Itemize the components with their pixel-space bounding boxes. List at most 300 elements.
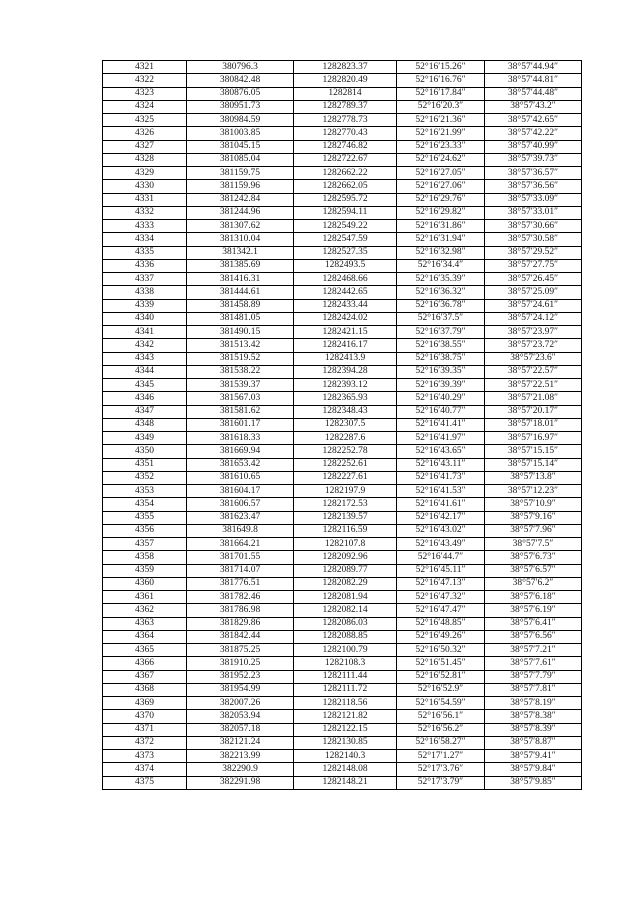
x-coordinate-cell: 381604.17 [187,485,294,498]
longitude-cell: 38°57′9.41″ [485,750,582,763]
table-row [103,498,582,511]
latitude-cell: 52°16′50.32″ [397,644,485,657]
table-row [103,206,582,219]
x-coordinate-cell: 381601.17 [187,418,294,431]
table-row [103,379,582,392]
latitude-cell: 52°16′35.39″ [397,273,485,286]
x-coordinate-cell: 381875.25 [187,644,294,657]
latitude-cell: 52°17′3.76″ [397,763,485,776]
table-row [103,405,582,418]
latitude-cell: 52°16′23.33″ [397,140,485,153]
longitude-cell: 38°57′24.61″ [485,299,582,312]
table-row [103,657,582,670]
longitude-cell: 38°57′33.09″ [485,193,582,206]
longitude-cell: 38°57′8.39″ [485,723,582,736]
longitude-cell: 38°57′22.57″ [485,365,582,378]
y-coordinate-cell: 1282116.59 [294,524,397,537]
table-row [103,339,582,352]
y-coordinate-cell: 1282287.6 [294,432,397,445]
latitude-cell: 52°16′27.05″ [397,167,485,180]
longitude-cell: 38°57′27.75″ [485,259,582,272]
x-coordinate-cell: 381045.15 [187,140,294,153]
table-row [103,312,582,325]
longitude-cell: 38°57′25.09″ [485,286,582,299]
x-coordinate-cell: 382121.24 [187,736,294,749]
latitude-cell: 52°16′43.11″ [397,458,485,471]
x-coordinate-cell: 381653.42 [187,458,294,471]
table-row [103,750,582,763]
point-number-cell: 4322 [103,74,187,87]
x-coordinate-cell: 382057.18 [187,723,294,736]
latitude-cell: 52°16′34.4″ [397,259,485,272]
x-coordinate-cell: 380984.59 [187,114,294,127]
longitude-cell: 38°57′22.51″ [485,379,582,392]
longitude-cell: 38°57′20.17″ [485,405,582,418]
point-number-cell: 4373 [103,750,187,763]
y-coordinate-cell: 1282082.29 [294,577,397,590]
y-coordinate-cell: 1282089.77 [294,564,397,577]
y-coordinate-cell: 1282197.9 [294,485,397,498]
longitude-cell: 38°57′23.72″ [485,339,582,352]
table-row [103,326,582,339]
point-number-cell: 4334 [103,233,187,246]
y-coordinate-cell: 1282086.03 [294,617,397,630]
x-coordinate-cell: 381606.57 [187,498,294,511]
table-row [103,365,582,378]
x-coordinate-cell: 381416.31 [187,273,294,286]
table-row [103,153,582,166]
x-coordinate-cell: 382007.26 [187,697,294,710]
y-coordinate-cell: 1282770.43 [294,127,397,140]
table-row [103,432,582,445]
y-coordinate-cell: 1282416.17 [294,339,397,352]
y-coordinate-cell: 1282594.11 [294,206,397,219]
table-row [103,644,582,657]
table-row [103,286,582,299]
table-row [103,776,582,789]
latitude-cell: 52°16′44.7″ [397,551,485,564]
table-row [103,220,582,233]
longitude-cell: 38°57′7.5″ [485,538,582,551]
point-number-cell: 4359 [103,564,187,577]
x-coordinate-cell: 381519.52 [187,352,294,365]
table-row [103,167,582,180]
latitude-cell: 52°16′43.49″ [397,538,485,551]
latitude-cell: 52°16′36.32″ [397,286,485,299]
y-coordinate-cell: 1282442.65 [294,286,397,299]
point-number-cell: 4345 [103,379,187,392]
latitude-cell: 52°16′41.41″ [397,418,485,431]
longitude-cell: 38°57′9.84″ [485,763,582,776]
latitude-cell: 52°16′43.02″ [397,524,485,537]
longitude-cell: 38°57′23.97″ [485,326,582,339]
latitude-cell: 52°16′56.2″ [397,723,485,736]
latitude-cell: 52°16′40.29″ [397,392,485,405]
longitude-cell: 38°57′36.57″ [485,167,582,180]
table-row [103,763,582,776]
latitude-cell: 52°16′40.77″ [397,405,485,418]
table-row [103,604,582,617]
longitude-cell: 38°57′9.16″ [485,511,582,524]
latitude-cell: 52°16′17.84″ [397,87,485,100]
longitude-cell: 38°57′8.38″ [485,710,582,723]
longitude-cell: 38°57′30.66″ [485,220,582,233]
point-number-cell: 4370 [103,710,187,723]
y-coordinate-cell: 1282348.43 [294,405,397,418]
y-coordinate-cell: 1282789.37 [294,100,397,113]
point-number-cell: 4338 [103,286,187,299]
table-row [103,723,582,736]
y-coordinate-cell: 1282527.35 [294,246,397,259]
y-coordinate-cell: 1282595.72 [294,193,397,206]
x-coordinate-cell: 380951.73 [187,100,294,113]
longitude-cell: 38°57′9.85″ [485,776,582,789]
coordinates-table-body [103,61,582,790]
point-number-cell: 4327 [103,140,187,153]
longitude-cell: 38°57′10.9″ [485,498,582,511]
y-coordinate-cell: 1282082.14 [294,604,397,617]
table-row [103,683,582,696]
latitude-cell: 52°16′29.82″ [397,206,485,219]
longitude-cell: 38°57′26.45″ [485,273,582,286]
table-row [103,591,582,604]
x-coordinate-cell: 381159.96 [187,180,294,193]
latitude-cell: 52°16′24.62″ [397,153,485,166]
y-coordinate-cell: 1282823.37 [294,61,397,74]
longitude-cell: 38°57′18.01″ [485,418,582,431]
latitude-cell: 52°16′41.53″ [397,485,485,498]
longitude-cell: 38°57′7.96″ [485,524,582,537]
y-coordinate-cell: 1282778.73 [294,114,397,127]
point-number-cell: 4333 [103,220,187,233]
x-coordinate-cell: 381610.65 [187,471,294,484]
latitude-cell: 52°16′56.1″ [397,710,485,723]
point-number-cell: 4339 [103,299,187,312]
table-row [103,471,582,484]
longitude-cell: 38°57′44.81″ [485,74,582,87]
point-number-cell: 4326 [103,127,187,140]
x-coordinate-cell: 381952.23 [187,670,294,683]
latitude-cell: 52°17′3.79″ [397,776,485,789]
x-coordinate-cell: 381829.86 [187,617,294,630]
table-row [103,630,582,643]
table-row [103,140,582,153]
point-number-cell: 4362 [103,604,187,617]
latitude-cell: 52°16′47.32″ [397,591,485,604]
y-coordinate-cell: 1282172.53 [294,498,397,511]
point-number-cell: 4337 [103,273,187,286]
point-number-cell: 4374 [103,763,187,776]
point-number-cell: 4360 [103,577,187,590]
table-row [103,74,582,87]
latitude-cell: 52°16′42.17″ [397,511,485,524]
table-row [103,246,582,259]
table-row [103,100,582,113]
x-coordinate-cell: 381444.61 [187,286,294,299]
x-coordinate-cell: 381242.84 [187,193,294,206]
point-number-cell: 4366 [103,657,187,670]
point-number-cell: 4364 [103,630,187,643]
x-coordinate-cell: 381842.44 [187,630,294,643]
latitude-cell: 52°16′39.39″ [397,379,485,392]
longitude-cell: 38°57′42.22″ [485,127,582,140]
latitude-cell: 52°16′27.06″ [397,180,485,193]
y-coordinate-cell: 1282394.28 [294,365,397,378]
table-row [103,259,582,272]
x-coordinate-cell: 381385.69 [187,259,294,272]
table-row [103,736,582,749]
latitude-cell: 52°16′52.9″ [397,683,485,696]
latitude-cell: 52°16′54.59″ [397,697,485,710]
x-coordinate-cell: 381567.03 [187,392,294,405]
point-number-cell: 4332 [103,206,187,219]
x-coordinate-cell: 382290.9 [187,763,294,776]
table-row [103,445,582,458]
x-coordinate-cell: 381910.25 [187,657,294,670]
y-coordinate-cell: 1282139.57 [294,511,397,524]
x-coordinate-cell: 381701.55 [187,551,294,564]
table-row [103,273,582,286]
longitude-cell: 38°57′39.73″ [485,153,582,166]
latitude-cell: 52°16′41.61″ [397,498,485,511]
point-number-cell: 4369 [103,697,187,710]
latitude-cell: 52°16′39.35″ [397,365,485,378]
y-coordinate-cell: 1282118.56 [294,697,397,710]
table-row [103,233,582,246]
point-number-cell: 4368 [103,683,187,696]
latitude-cell: 52°16′29.76″ [397,193,485,206]
latitude-cell: 52°16′38.75″ [397,352,485,365]
longitude-cell: 38°57′7.79″ [485,670,582,683]
latitude-cell: 52°16′15.26″ [397,61,485,74]
longitude-cell: 38°57′15.15″ [485,445,582,458]
y-coordinate-cell: 1282252.61 [294,458,397,471]
longitude-cell: 38°57′6.57″ [485,564,582,577]
coordinates-table [102,60,582,790]
y-coordinate-cell: 1282111.72 [294,683,397,696]
table-row [103,551,582,564]
latitude-cell: 52°16′31.94″ [397,233,485,246]
latitude-cell: 52°16′20.3″ [397,100,485,113]
point-number-cell: 4358 [103,551,187,564]
latitude-cell: 52°16′32.98″ [397,246,485,259]
y-coordinate-cell: 1282107.8 [294,538,397,551]
point-number-cell: 4365 [103,644,187,657]
y-coordinate-cell: 1282111.44 [294,670,397,683]
x-coordinate-cell: 382291.98 [187,776,294,789]
longitude-cell: 38°57′8.19″ [485,697,582,710]
longitude-cell: 38°57′30.58″ [485,233,582,246]
latitude-cell: 52°16′37.5″ [397,312,485,325]
latitude-cell: 52°16′58.27″ [397,736,485,749]
y-coordinate-cell: 1282092.96 [294,551,397,564]
y-coordinate-cell: 1282424.02 [294,312,397,325]
table-row [103,577,582,590]
point-number-cell: 4346 [103,392,187,405]
latitude-cell: 52°16′21.36″ [397,114,485,127]
point-number-cell: 4351 [103,458,187,471]
x-coordinate-cell: 381714.07 [187,564,294,577]
y-coordinate-cell: 1282307.5 [294,418,397,431]
x-coordinate-cell: 381342.1 [187,246,294,259]
y-coordinate-cell: 1282148.21 [294,776,397,789]
x-coordinate-cell: 381490.15 [187,326,294,339]
latitude-cell: 52°16′37.79″ [397,326,485,339]
point-number-cell: 4330 [103,180,187,193]
point-number-cell: 4321 [103,61,187,74]
x-coordinate-cell: 380876.05 [187,87,294,100]
point-number-cell: 4372 [103,736,187,749]
x-coordinate-cell: 381310.04 [187,233,294,246]
y-coordinate-cell: 1282081.94 [294,591,397,604]
table-row [103,352,582,365]
x-coordinate-cell: 381618.33 [187,432,294,445]
y-coordinate-cell: 1282413.9 [294,352,397,365]
y-coordinate-cell: 1282130.85 [294,736,397,749]
x-coordinate-cell: 381307.62 [187,220,294,233]
longitude-cell: 38°57′12.23″ [485,485,582,498]
x-coordinate-cell: 381581.62 [187,405,294,418]
longitude-cell: 38°57′8.87″ [485,736,582,749]
point-number-cell: 4340 [103,312,187,325]
longitude-cell: 38°57′6.73″ [485,551,582,564]
y-coordinate-cell: 1282393.12 [294,379,397,392]
longitude-cell: 38°57′6.41″ [485,617,582,630]
y-coordinate-cell: 1282814 [294,87,397,100]
table-row [103,458,582,471]
point-number-cell: 4331 [103,193,187,206]
longitude-cell: 38°57′6.19″ [485,604,582,617]
longitude-cell: 38°57′42.65″ [485,114,582,127]
x-coordinate-cell: 382053.94 [187,710,294,723]
point-number-cell: 4355 [103,511,187,524]
x-coordinate-cell: 381782.46 [187,591,294,604]
point-number-cell: 4363 [103,617,187,630]
x-coordinate-cell: 381003.85 [187,127,294,140]
y-coordinate-cell: 1282108.3 [294,657,397,670]
table-row [103,114,582,127]
table-row [103,87,582,100]
x-coordinate-cell: 381664.21 [187,538,294,551]
latitude-cell: 52°16′43.65″ [397,445,485,458]
longitude-cell: 38°57′33.01″ [485,206,582,219]
table-row [103,710,582,723]
point-number-cell: 4354 [103,498,187,511]
longitude-cell: 38°57′43.2″ [485,100,582,113]
y-coordinate-cell: 1282122.15 [294,723,397,736]
latitude-cell: 52°16′49.26″ [397,630,485,643]
point-number-cell: 4375 [103,776,187,789]
point-number-cell: 4357 [103,538,187,551]
y-coordinate-cell: 1282662.05 [294,180,397,193]
y-coordinate-cell: 1282365.93 [294,392,397,405]
point-number-cell: 4328 [103,153,187,166]
y-coordinate-cell: 1282227.61 [294,471,397,484]
point-number-cell: 4325 [103,114,187,127]
latitude-cell: 52°16′41.97″ [397,432,485,445]
point-number-cell: 4324 [103,100,187,113]
point-number-cell: 4341 [103,326,187,339]
longitude-cell: 38°57′16.97″ [485,432,582,445]
point-number-cell: 4353 [103,485,187,498]
latitude-cell: 52°16′16.76″ [397,74,485,87]
y-coordinate-cell: 1282468.66 [294,273,397,286]
point-number-cell: 4335 [103,246,187,259]
longitude-cell: 38°57′23.6″ [485,352,582,365]
x-coordinate-cell: 381776.51 [187,577,294,590]
x-coordinate-cell: 382213.99 [187,750,294,763]
y-coordinate-cell: 1282433.44 [294,299,397,312]
table-row [103,697,582,710]
table-row [103,127,582,140]
longitude-cell: 38°57′6.2″ [485,577,582,590]
point-number-cell: 4348 [103,418,187,431]
longitude-cell: 38°57′7.21″ [485,644,582,657]
point-number-cell: 4342 [103,339,187,352]
longitude-cell: 38°57′7.81″ [485,683,582,696]
point-number-cell: 4336 [103,259,187,272]
longitude-cell: 38°57′13.8″ [485,471,582,484]
y-coordinate-cell: 1282746.82 [294,140,397,153]
latitude-cell: 52°17′1.27″ [397,750,485,763]
y-coordinate-cell: 1282820.49 [294,74,397,87]
y-coordinate-cell: 1282100.79 [294,644,397,657]
latitude-cell: 52°16′48.85″ [397,617,485,630]
point-number-cell: 4350 [103,445,187,458]
x-coordinate-cell: 381669.94 [187,445,294,458]
x-coordinate-cell: 380842.48 [187,74,294,87]
y-coordinate-cell: 1282662.22 [294,167,397,180]
longitude-cell: 38°57′15.14″ [485,458,582,471]
x-coordinate-cell: 381244.96 [187,206,294,219]
latitude-cell: 52°16′21.99″ [397,127,485,140]
table-row [103,485,582,498]
y-coordinate-cell: 1282549.22 [294,220,397,233]
table-row [103,193,582,206]
table-row [103,564,582,577]
latitude-cell: 52°16′51.45″ [397,657,485,670]
table-row [103,617,582,630]
y-coordinate-cell: 1282148.08 [294,763,397,776]
table-row [103,299,582,312]
x-coordinate-cell: 381513.42 [187,339,294,352]
y-coordinate-cell: 1282722.67 [294,153,397,166]
y-coordinate-cell: 1282547.59 [294,233,397,246]
longitude-cell: 38°57′29.52″ [485,246,582,259]
x-coordinate-cell: 381539.37 [187,379,294,392]
longitude-cell: 38°57′7.61″ [485,657,582,670]
point-number-cell: 4347 [103,405,187,418]
latitude-cell: 52°16′47.47″ [397,604,485,617]
point-number-cell: 4323 [103,87,187,100]
longitude-cell: 38°57′24.12″ [485,312,582,325]
table-row [103,418,582,431]
y-coordinate-cell: 1282088.85 [294,630,397,643]
x-coordinate-cell: 381623.47 [187,511,294,524]
longitude-cell: 38°57′40.99″ [485,140,582,153]
point-number-cell: 4343 [103,352,187,365]
point-number-cell: 4356 [103,524,187,537]
y-coordinate-cell: 1282252.78 [294,445,397,458]
x-coordinate-cell: 381159.75 [187,167,294,180]
point-number-cell: 4344 [103,365,187,378]
latitude-cell: 52°16′31.86″ [397,220,485,233]
table-row [103,670,582,683]
x-coordinate-cell: 380796.3 [187,61,294,74]
latitude-cell: 52°16′52.81″ [397,670,485,683]
x-coordinate-cell: 381649.8 [187,524,294,537]
table-row [103,511,582,524]
